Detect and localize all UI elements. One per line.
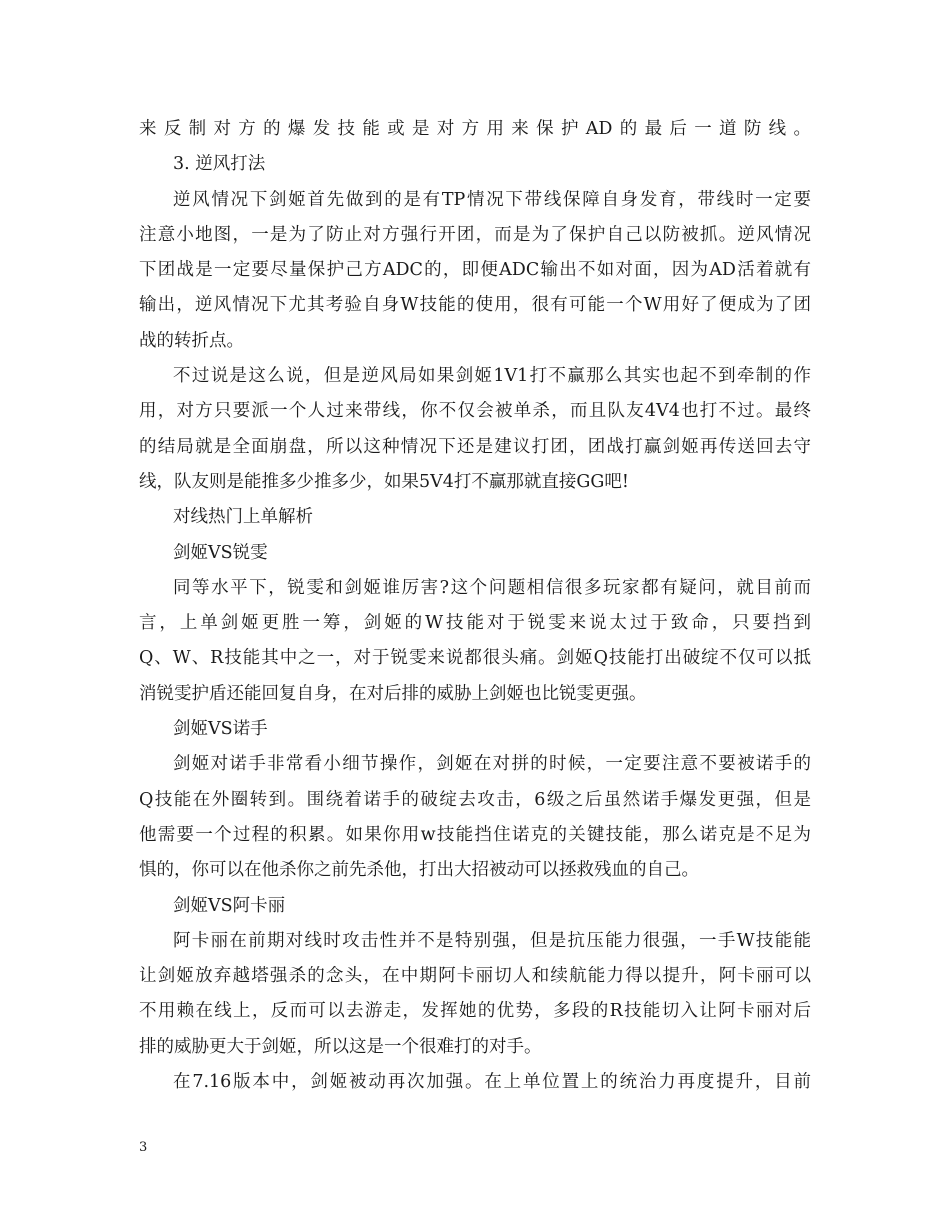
text-line: 消锐雯护盾还能回复自身，在对后排的威胁上剑姬也比锐雯更强。	[139, 683, 647, 704]
text-line: 用，对方只要派一个人过来带线，你不仅会被单杀，而且队友4V4也打不过。最终	[139, 401, 811, 422]
text-line: 来反制对方的爆发技能或是对方用来保护AD的最后一道防线。	[139, 119, 811, 139]
text-line: 不过说是这么说，但是逆风局如果剑姬1V1打不赢那么其实也起不到牵制的作	[173, 366, 811, 387]
text-line: 注意小地图，一是为了防止对方强行开团，而是为了保护自己以防被抓。逆风情况	[139, 224, 811, 245]
text-line: 言，上单剑姬更胜一筹，剑姬的W技能对于锐雯来说太过于致命，只要挡到	[139, 613, 811, 634]
page-number: 3	[139, 1140, 148, 1155]
text-line: Q技能在外圈转到。围绕着诺手的破绽去攻击，6级之后虽然诺手爆发更强，但是	[139, 789, 811, 810]
text-line: 让剑姬放弃越塔强杀的念头，在中期阿卡丽切人和续航能力得以提升，阿卡丽可以	[139, 966, 811, 987]
text-line: 他需要一个过程的积累。如果你用w技能挡住诺克的关键技能，那么诺克是不足为	[139, 824, 811, 845]
text-line: 阿卡丽在前期对线时攻击性并不是特别强，但是抗压能力很强，一手W技能能	[173, 930, 811, 951]
text-line: 下团战是一定要尽量保护己方ADC的，即便ADC输出不如对面，因为AD活着就有	[139, 260, 811, 281]
text-line: 战的转折点。	[139, 330, 244, 351]
text-line: 不用赖在线上，反而可以去游走，发挥她的优势，多段的R技能切入让阿卡丽对后	[139, 1001, 811, 1022]
text-line: 排的威胁更大于剑姬，所以这是一个很难打的对手。	[139, 1036, 542, 1057]
section-heading: 对线热门上单解析	[173, 507, 313, 528]
text-line: 在7.16版本中，剑姬被动再次加强。在上单位置上的统治力再度提升，目前	[173, 1072, 811, 1093]
text-line: 惧的，你可以在他杀你之前先杀他，打出大招被动可以拯救残血的自己。	[139, 860, 699, 881]
text-line: Q、W、R技能其中之一，对于锐雯来说都很头痛。剑姬Q技能打出破绽不仅可以抵	[139, 648, 811, 669]
text-line: 逆风情况下剑姬首先做到的是有TP情况下带线保障自身发育，带线时一定要	[173, 189, 811, 210]
body-text	[139, 112, 811, 1100]
section-heading: 3. 逆风打法	[173, 154, 266, 175]
text-line: 剑姬对诺手非常看小细节操作，剑姬在对拼的时候，一定要注意不要被诺手的	[173, 754, 811, 775]
text-line: 输出，逆风情况下尤其考验自身W技能的使用，很有可能一个W用好了便成为了团	[139, 295, 811, 316]
matchup-heading: 剑姬VS诺手	[173, 719, 268, 740]
text-line: 线，队友则是能推多少推多少，如果5V4打不赢那就直接GG吧!	[139, 471, 629, 492]
text-line: 的结局就是全面崩盘，所以这种情况下还是建议打团，团战打赢剑姬再传送回去守	[139, 436, 811, 457]
matchup-heading: 剑姬VS锐雯	[173, 542, 268, 563]
text-line: 同等水平下，锐雯和剑姬谁厉害?这个问题相信很多玩家都有疑问，就目前而	[173, 577, 811, 598]
matchup-heading: 剑姬VS阿卡丽	[173, 895, 286, 916]
